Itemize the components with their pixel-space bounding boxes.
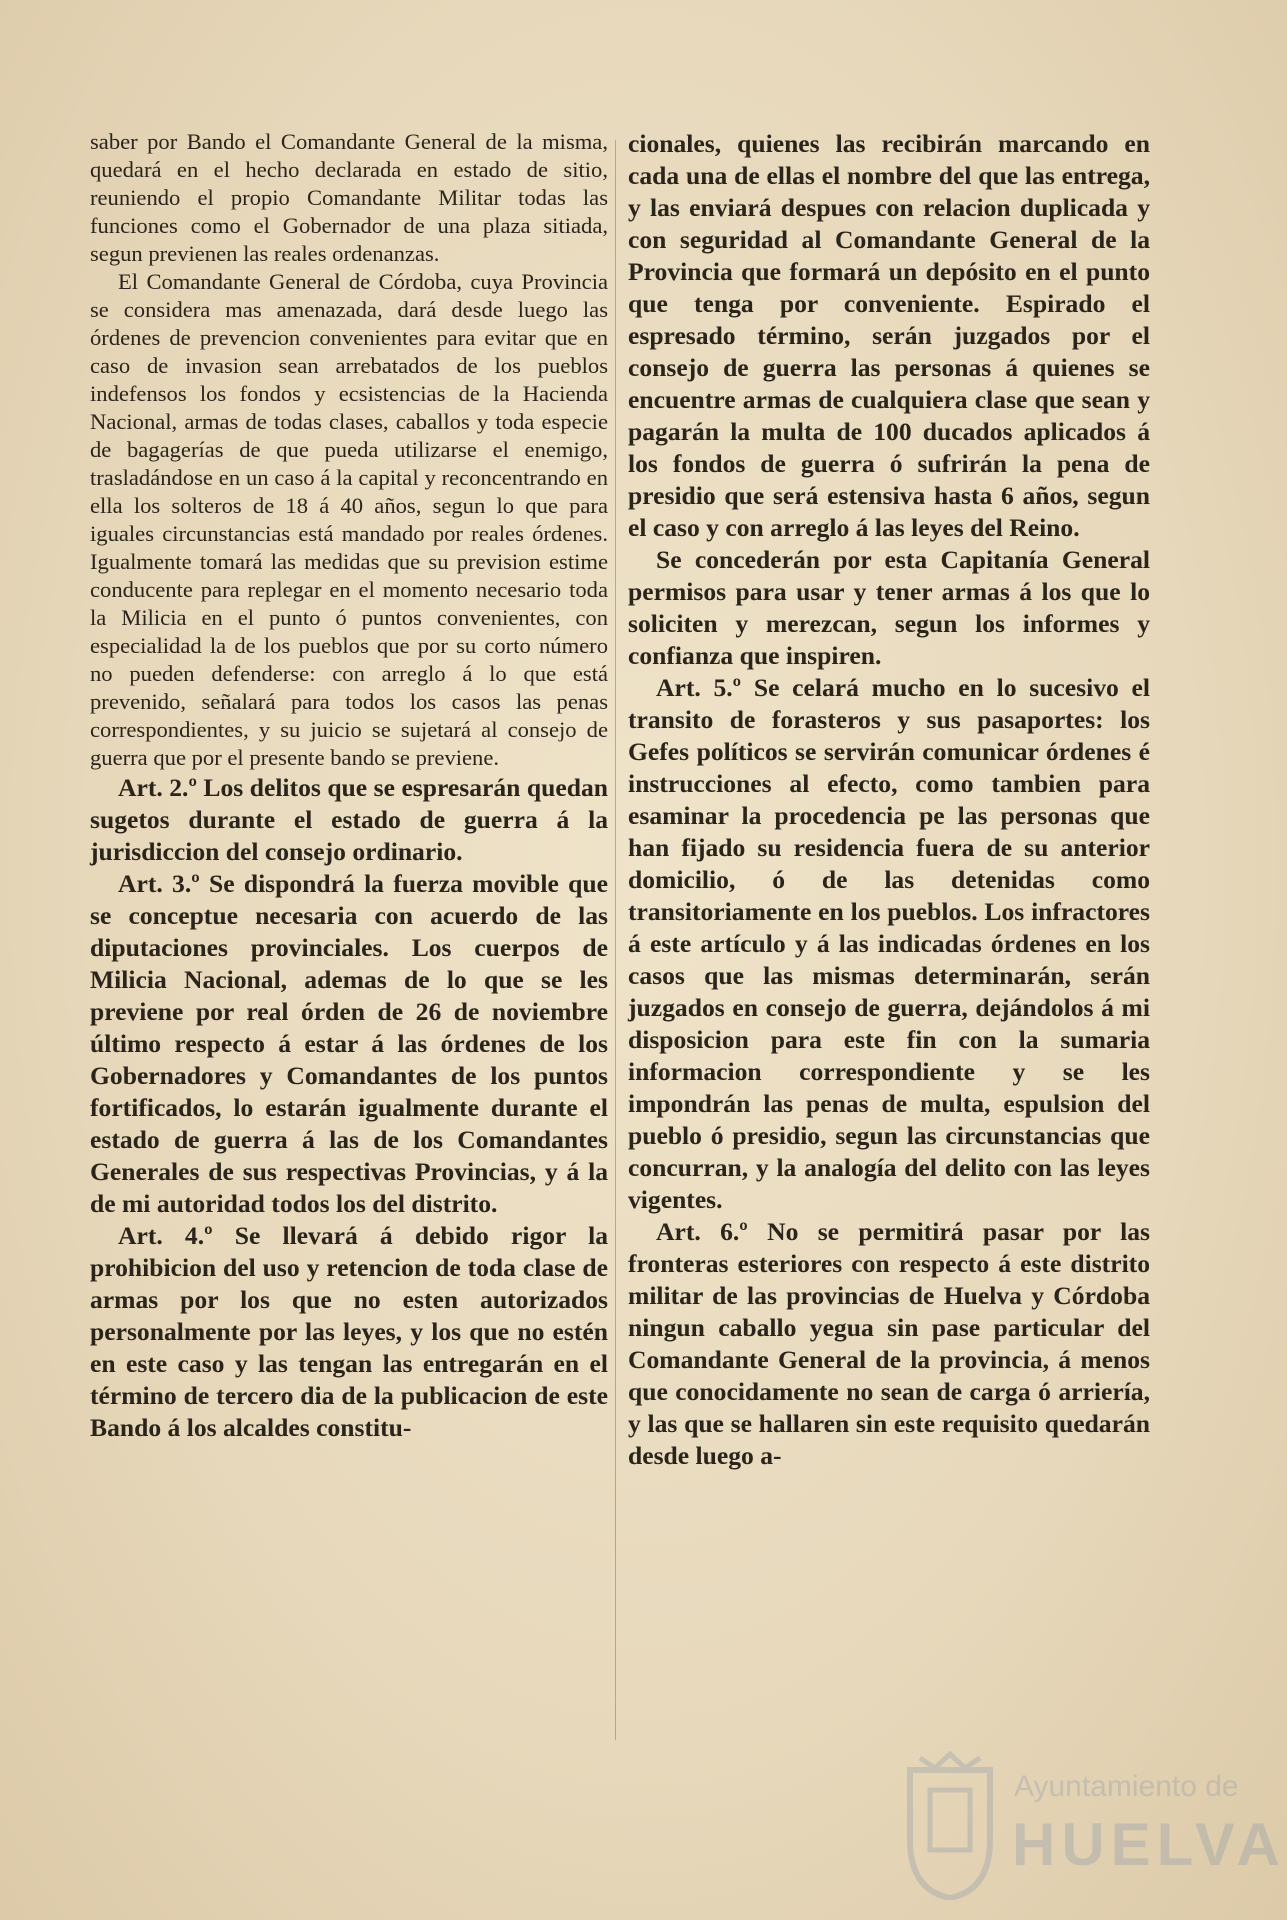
left-paragraph-1: saber por Bando el Comandante General de la misma, quedará en el hecho declarada en estado de sitio, reuniendo el propio Comandante Militar todas las funciones como el Gobernador de una plaza sitiada, segun previenen las reales ordenanzas.: [90, 129, 608, 266]
right-column: [628, 128, 1150, 1472]
article-6: [628, 1216, 1150, 1472]
column-divider: [615, 140, 616, 1740]
article-4: [90, 1220, 608, 1444]
ayuntamiento-watermark: [900, 1740, 1286, 1910]
article-3-text: Se dispondrá la fuerza movible que se conceptue necesaria con acuerdo de las diputaciones provinciales. Los cuerpos de Milicia Nacional, ademas de lo que se les previene por real órden de 26 de noviembre último respecto á estar á las órdenes de los Gobernadores y Comandantes de los puntos fortificados, lo estarán igualmente durante el estado de guerra á las de los Comandantes Generales de sus respectivas Provincias, y á la de mi autoridad todos los del distrito.: [90, 869, 608, 1218]
article-6-label: Art. 6.º: [656, 1217, 748, 1246]
coat-of-arms-icon: [900, 1750, 1000, 1900]
article-2-text: Los delitos que se espresarán quedan sugetos durante el estado de guerra á la jurisdiccion del consejo ordinario.: [90, 773, 608, 866]
article-4-text: Se llevará á debido rigor la prohibicion del uso y retencion de toda clase de armas por los que no esten autorizados personalmente por las leyes, y los que no estén en este caso y las tengan las entregarán en el término de tercero dia de la publicacion de este Bando á los alcaldes constitu-: [90, 1221, 608, 1442]
article-2-label: Art. 2.º: [118, 773, 197, 802]
article-2: [90, 772, 608, 868]
article-5: [628, 672, 1150, 1216]
watermark-line-2: HUELVA: [1012, 1811, 1286, 1878]
right-paragraph-1: cionales, quienes las recibirán marcando en cada una de ellas el nombre del que las entrega, y las enviará despues con relacion duplicada y con seguridad al Comandante General de la Provincia que formará un depósito en el punto que tenga por conveniente. Espirado el espresado término, serán juzgados por el consejo de guerra las personas á quienes se encuentre armas de cualquiera clase que sean y pagarán la multa de 100 ducados aplicados á los fondos de guerra ó sufrirán la pena de presidio que será estensiva hasta 6 años, segun el caso y con arreglo á las leyes del Reino.: [628, 129, 1150, 542]
article-3: [90, 868, 608, 1220]
right-paragraph-2: Se concederán por esta Capitanía General permisos para usar y tener armas á los que lo soliciten y merezcan, segun los informes y confianza que inspiren.: [628, 545, 1150, 670]
article-5-text: Se celará mucho en lo sucesivo el transito de forasteros y sus pasaportes: los Gefes políticos se servirán comunicar órdenes é instrucciones al efecto, como tambien para esaminar la procedencia pe las personas que han fijado su residencia fuera de su anterior domicilio, ó de las detenidas como transitoriamente en los pueblos. Los infractores á este artículo y á las indicadas órdenes en los casos que las mismas determinarán, serán juzgados en consejo de guerra, dejándolos á mi disposicion para este fin con la sumaria informacion correspondiente y se les impondrán las penas de multa, espulsion del pueblo ó presidio, segun las circunstancias que concurran, y la analogía del delito con las leyes vigentes.: [628, 673, 1150, 1214]
watermark-line-1: Ayuntamiento de: [1014, 1770, 1239, 1803]
article-4-label: Art. 4.º: [118, 1221, 213, 1250]
article-5-label: Art. 5.º: [656, 673, 742, 702]
article-6-text: No se permitirá pasar por las fronteras esteriores con respecto á este distrito militar de las provincias de Huelva y Córdoba ningun caballo yegua sin pase particular del Comandante General de la provincia, á menos que conocidamente no sean de carga ó arriería, y las que se hallaren sin este requisito quedarán desde luego a-: [628, 1217, 1151, 1470]
left-column: [90, 128, 608, 1444]
article-3-label: Art. 3.º: [118, 869, 200, 898]
left-paragraph-2: El Comandante General de Córdoba, cuya Provincia se considera mas amenazada, dará desde luego las órdenes de prevencion convenientes para evitar que en caso de invasion sean arrebatados de los pueblos indefensos los fondos y ecsistencias de la Hacienda Nacional, armas de todas clases, caballos y toda especie de bagagerías de que pueda utilizarse el enemigo, trasladándose en un caso á la capital y reconcentrando en ella los solteros de 18 á 40 años, segun lo que para iguales circunstancias está mandado por reales órdenes. Igualmente tomará las medidas que su prevision estime conducente para replegar en el momento necesario toda la Milicia en el punto ó puntos convenientes, con especialidad la de los pueblos que por su corto número no pueden defenderse: con arreglo á lo que está prevenido, señalará para todos los casos las penas correspondientes, y su juicio se sujetará al consejo de guerra que por el presente bando se previene.: [90, 269, 608, 770]
